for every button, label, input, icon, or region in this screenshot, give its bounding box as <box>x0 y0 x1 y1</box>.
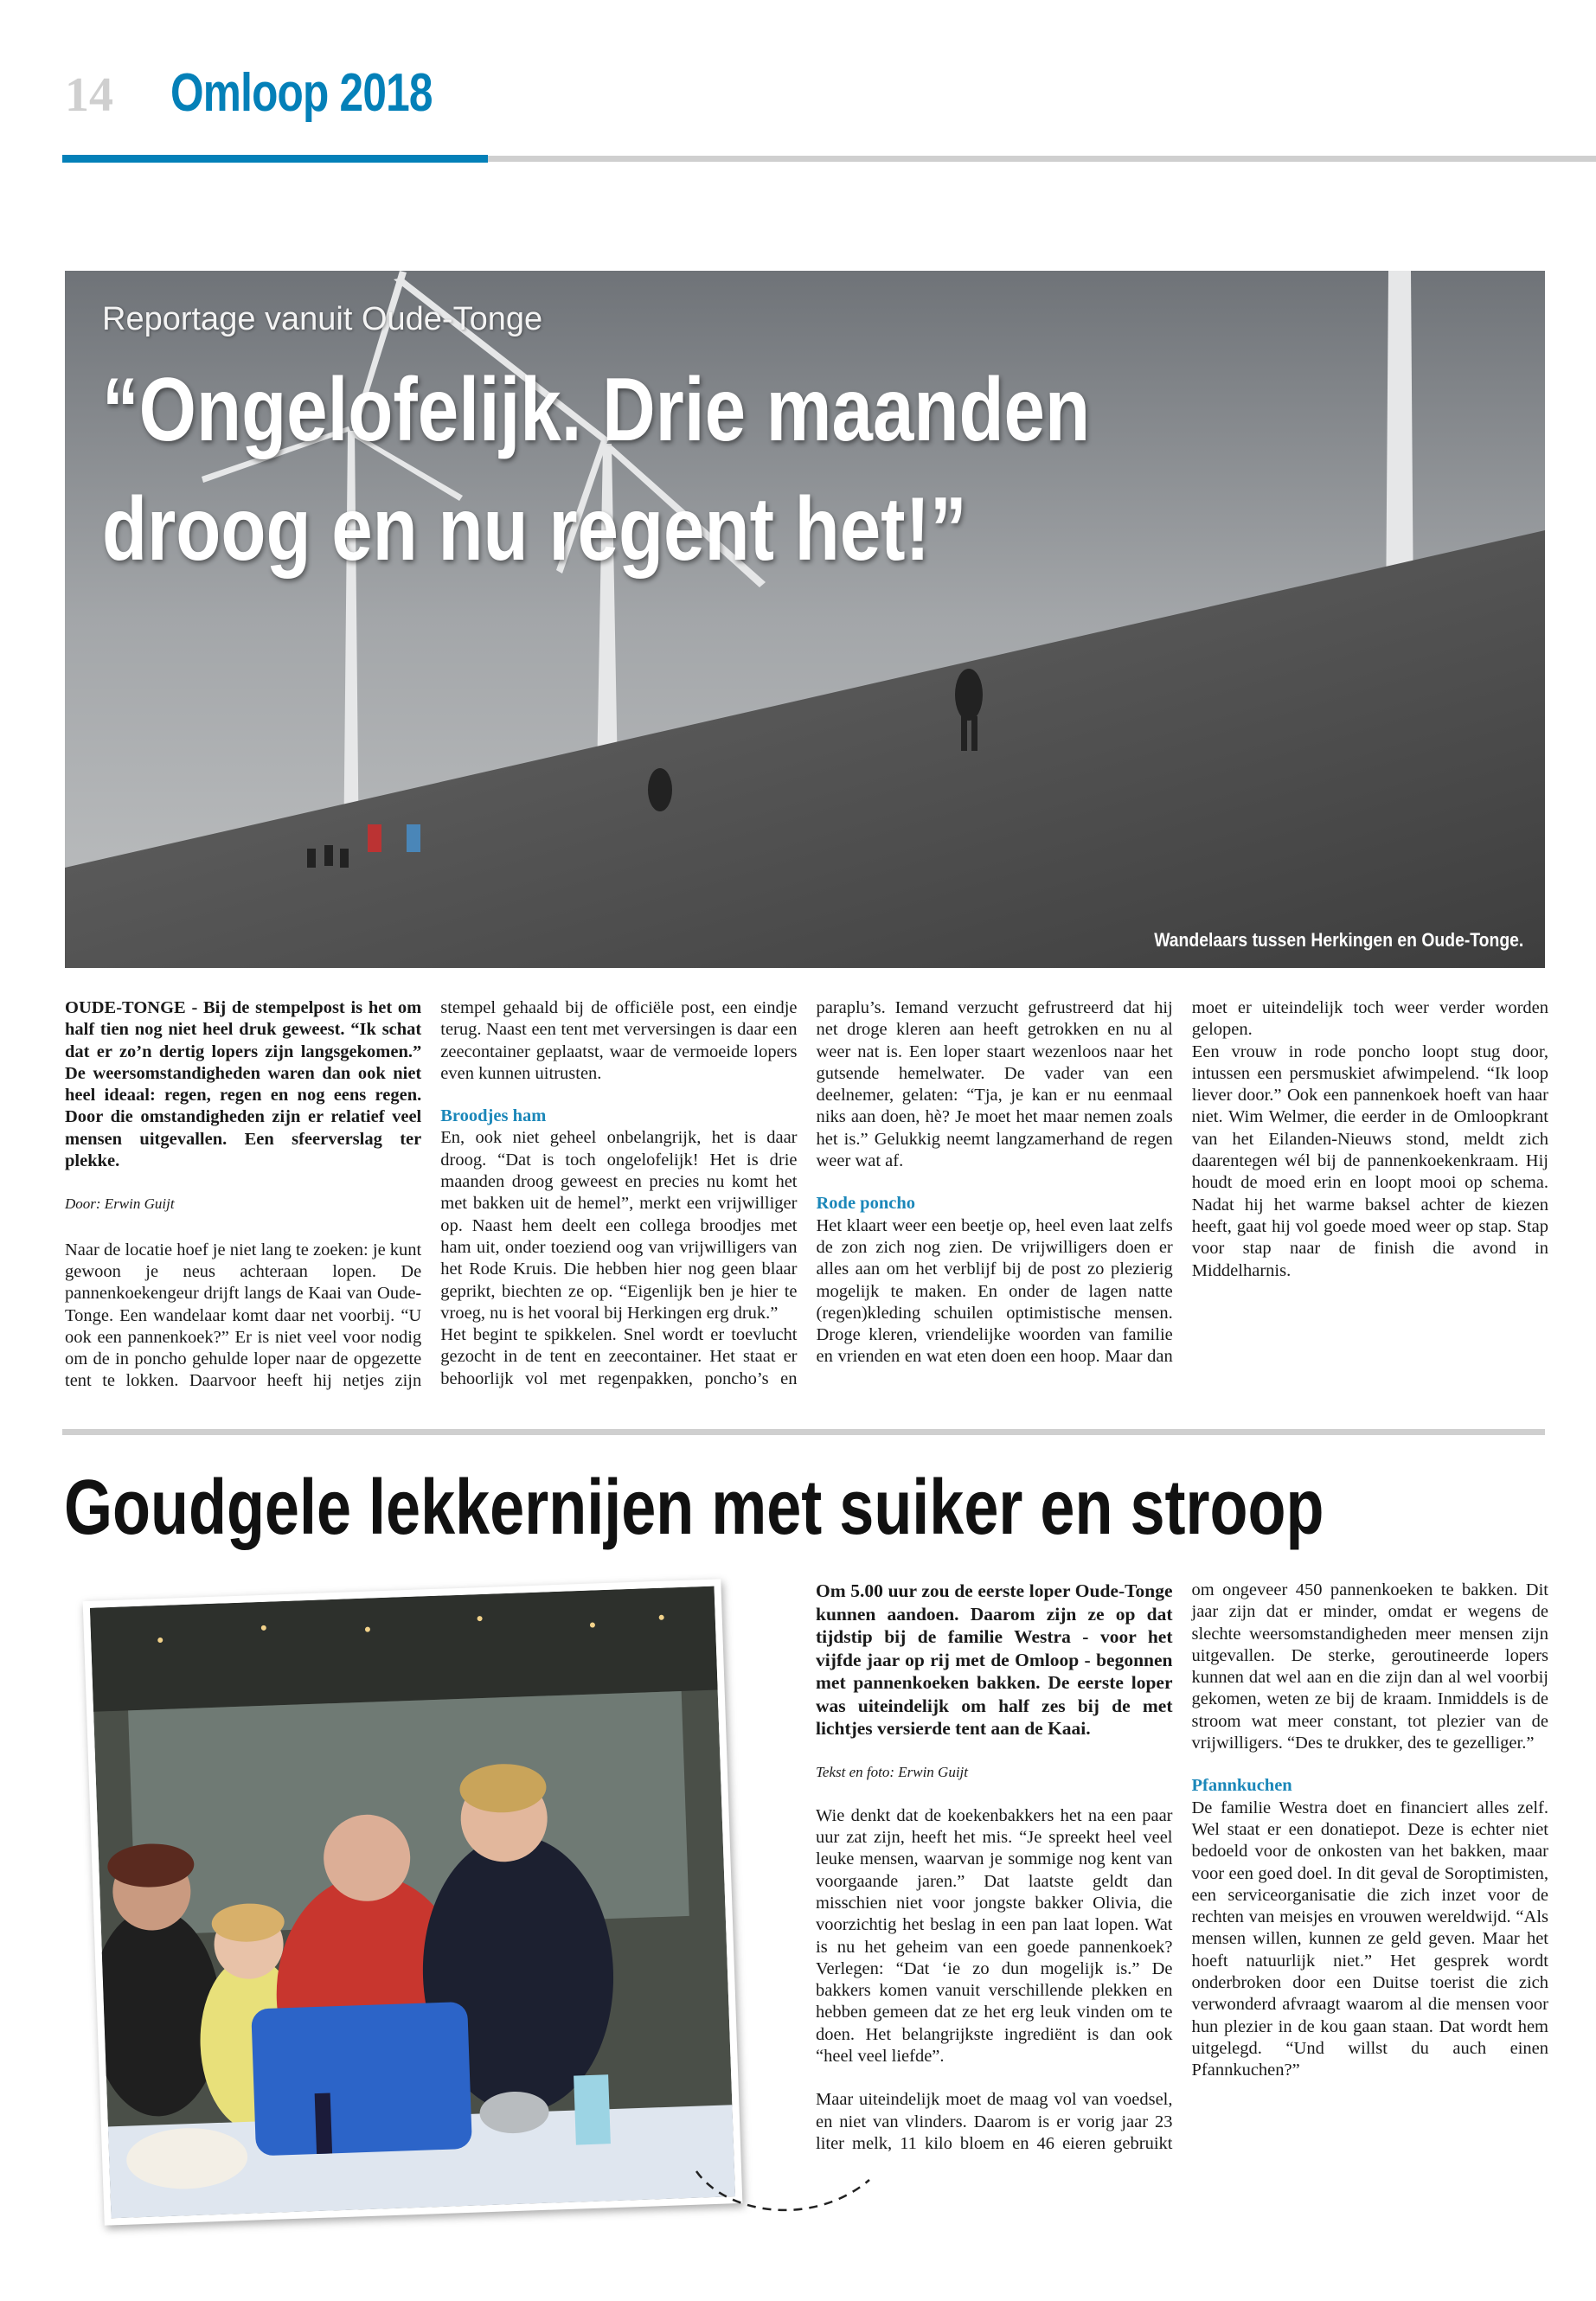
subheading: Rode poncho <box>816 1194 915 1214</box>
section-title: Omloop 2018 <box>170 63 433 123</box>
headline-line-1: “Ongelofelijk. Drie maanden <box>102 360 1091 460</box>
header-accent-bar <box>62 155 488 163</box>
page-number: 14 <box>65 68 113 122</box>
article2-headline: Goudgele lekkernijen met suiker en stroop <box>64 1465 1324 1551</box>
body-paragraph: Het begint te spikkelen. Snel wordt er toevlucht gezocht in de tent en zeecontainer. Het staat er behoorlijk vol met regenpakken, poncho’s en paraplu’s. Iemand verzucht gefrustreerd dat hij net droge kleren aan heeft getrokken en nu al weer nat is. Een loper staart wezenloos naar het gutsende hemelwater. De vader van een deelnemer, gelaten: “Tja, je kan er nu eenmaal niks aan doen, hè? Je moet het maar nemen zoals het is.” Gelukkig neemt langzamerhand de regen weer wat af. <box>440 998 1173 1388</box>
photo-pancake-bakers <box>83 1579 743 2225</box>
body-paragraph: Wie denkt dat de koekenbakkers het na een paar uur zat zijn, heeft het mis. “Je spreekt heel veel leuke mensen, waarvan je sommige nog kent van voorgaande jaren.” Dat laatste geldt dan misschien niet voor jongste bakker Olivia, die voorzichtig het beslag in een pan laat lopen. Wat is nu het geheim van een goede pannenkoek? Verlegen: “Dat ‘ie zo dun mogelijk is.” De bakkers komen vanuit verschillende plekken en hebben gemeen dat ze het erg leuk vinden om te doen. Het belangrijkste ingrediënt is dan ook “heel veel liefde”. <box>816 1805 1173 2067</box>
subheading: Broodjes ham <box>440 1106 547 1126</box>
body-paragraph: En, ook niet geheel onbelangrijk, het is daar droog. “Dat is toch ongelofelijk! Het is drie maanden droog geweest en precies nu komt het met bakken uit de hemel”, merkt een vrijwilliger op. Naast hem deelt een collega broodjes met ham uit, onder toeziend oog van vrijwilligers van het Rode Kruis. Die hebben hier nog geen blaar geprikt, biechten ze op. “Eigenlijk ben je hier te vroeg, nu is het vooral bij Herkingen erg druk.” <box>440 1128 798 1323</box>
header-rule <box>488 156 1596 162</box>
byline: Door: Erwin Guijt <box>65 1195 175 1213</box>
body-paragraph: Een vrouw in rode poncho loopt stug door, intussen een persmuskiet afwimpelend. “Ik loop liever door.” Ook een pannenkoek hoeft van haar niet. Wim Welmer, die eerder in de Omloopkrant van het Eilanden-Nieuws stond, meldt zich daarentegen wél bij de pannenkoekenkraam. Hij houdt de moed erin en loopt mooi op schema. Nadat hij het warme baksel achter de kiezen heeft, gaat hij vol goede moed weer op stap. Stap voor stap naar de finish die avond in Middelharnis. <box>1191 1042 1548 1280</box>
subheading: Pfannkuchen <box>1191 1776 1292 1796</box>
article1-body <box>65 997 1548 1404</box>
article-lead: OUDE-TONGE - Bij de stempelpost is het om half tien nog niet heel druk geweest. “Ik schat dat er zo’n dertig lopers zijn langsgekomen.” De weersomstandigheden waren dan ook niet heel ideaal: regen, regen en nog eens regen. Door die omstandigheden zijn er relatief veel mensen uitgevallen. Een sfeerverslag ter plekke. <box>65 998 422 1171</box>
article-kicker: Reportage vanuit Oude-Tonge <box>102 301 543 337</box>
body-paragraph: Maar uiteindelijk moet de maag vol van voedsel, en niet van vlinders. Daarom is er vorig jaar 23 liter melk, 11 kilo bloem en 46 eieren gebruikt om ongeveer 450 pannenkoeken te bakken. Dit jaar zijn dat er minder, omdat er wegens de slechte weersomstandigheden meer mensen zijn uitgevallen. De sterke, geroutineerde lopers kunnen dat wel aan en die zijn dan al wel voorbij gekomen, weten ze bij de kraam. Inmiddels is de stroom wat meer constant, tot plezier van de vrijwilligers. “Des te drukker, des te gezelliger.” <box>816 1580 1548 2153</box>
article2-body <box>816 1580 1548 2176</box>
article-lead: Om 5.00 uur zou de eerste loper Oude-Tonge kunnen aandoen. Daarom zijn ze op dat tijdstip bij de familie Westra - voor het vijfde jaar op rij met de Omloop - begonnen met pannenkoeken bakken. De eerste loper was uiteindelijk om half zes bij de met lichtjes versierde tent aan de Kaai. <box>816 1580 1173 1739</box>
body-paragraph: Het klaart weer een beetje op, heel even laat zelfs de zon zich nog zien. De vrijwilligers doen er alles aan om het verblijf bij de post zo plezierig mogelijk te maken. En onder de lagen natte (regen)kleding schuilen optimistische mensen. Droge kleren, vriendelijke woorden van familie en vrienden en wat eten doen een hoop. Maar dan moet er uiteindelijk toch weer verder worden gelopen. <box>816 998 1548 1367</box>
section-divider <box>62 1429 1545 1435</box>
photo-caption: Wandelaars tussen Herkingen en Oude-Tonge. <box>1153 929 1523 951</box>
byline: Tekst en foto: Erwin Guijt <box>816 1763 968 1780</box>
headline-line-2: droog en nu regent het!” <box>102 479 967 580</box>
article-headline <box>102 350 1308 589</box>
body-paragraph: De familie Westra doet en financiert alles zelf. Wel staat er een donatiepot. Deze is echter niet bedoeld voor de onkosten van het bakken, maar voor een goed doel. In dit geval de Soroptimisten, een serviceorganisatie die zich inzet voor de rechten van meisjes en vrouwen wereldwijd. “Als mensen willen, kunnen ze geld geven. Maar het hoeft natuurlijk niet.” Het gesprek wordt onderbroken door een Duitse toerist die zich verwonderd afvraagt waarom al die mensen voor hun plezier in de kou gaan staan. Dat wordt hem uitgelegd. “Und willst du auch einen Pfannkuchen?” <box>1191 1798 1548 2080</box>
body-paragraph: Naar de locatie hoef je niet lang te zoeken: je kunt gewoon je neus achteraan lopen. De pannenkoekengeur drijft langs de Kaai van Oude-Tonge. Een wandelaar komt daar net voorbij. “U ook een pannenkoek?” Er is niet veel voor nodig om de in poncho gehulde loper naar de opgezette tent te lokken. Daarvoor heeft hij netjes zijn stempel gehaald bij de officiële post, een eindje terug. Naast een tent met verversingen is daar een zeecontainer geplaatst, waar de vermoeide lopers even kunnen uitrusten. <box>65 998 798 1391</box>
